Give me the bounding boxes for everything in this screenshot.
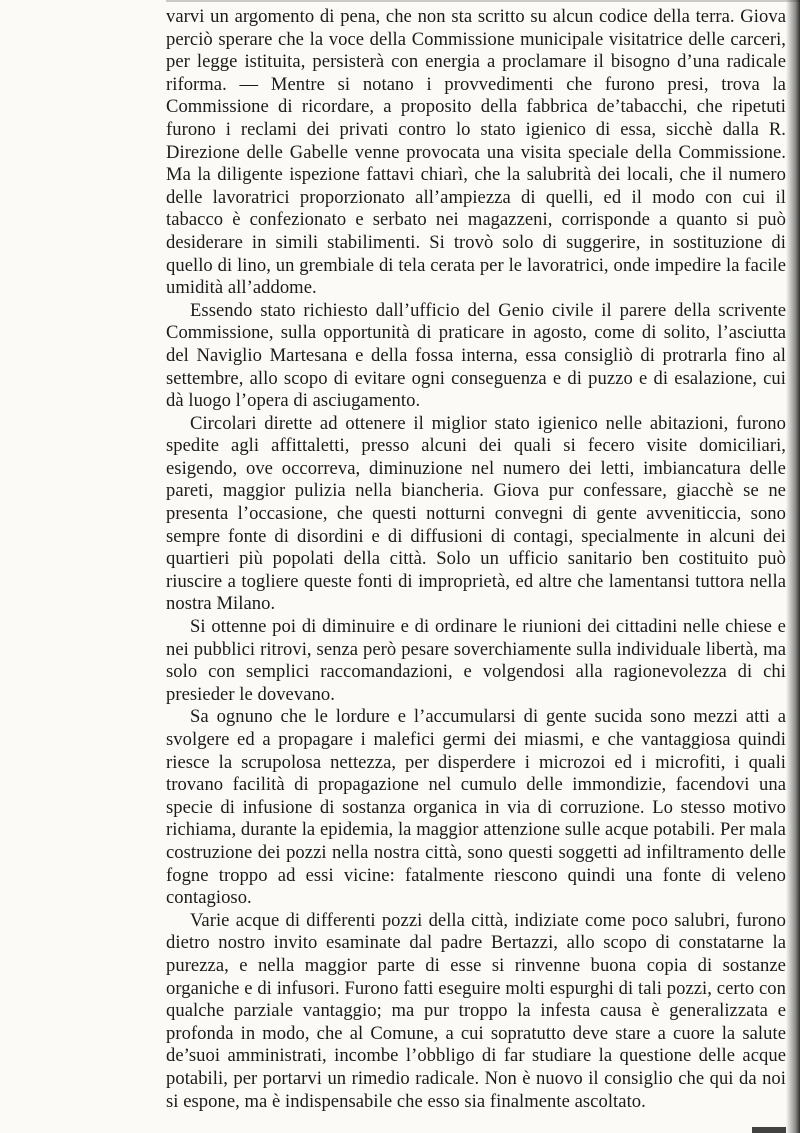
body-text	[166, 6, 786, 1113]
paragraph-4: Si ottenne poi di diminuire e di ordinare le riunioni dei cittadini nelle chiese e nei pubblici ritrovi, senza però pesare soverchiamente sulla individuale libertà, ma solo con semplici raccomandazioni, e volgendosi alla ragionevolezza di chi presieder le dovevano.	[166, 616, 786, 705]
paragraph-3: Circolari dirette ad ottenere il miglior stato igienico nelle abitazioni, furono spedite agli affittaletti, presso alcuni dei quali si fecero visite domiciliari, esigendo, ove occorreva, diminuzione nel numero dei letti, imbiancatura delle pareti, maggior pulizia nella biancheria. Giova pur confessare, giacchè se ne presenta l’occasione, che questi notturni convegni di gente avveniticcia, sono sempre fonte di disordini e di diffusioni di contagi, specialmente in alcuni dei quartieri più popolati della città. Solo un ufficio sanitario ben costituito può riuscire a togliere queste fonti di improprietà, ed altre che lamentansi tuttora nella nostra Milano.	[166, 412, 786, 615]
top-rule	[166, 0, 800, 2]
scan-corner-mark	[752, 1127, 786, 1133]
scan-edge-shadow	[786, 0, 800, 1133]
paragraph-6: Varie acque di differenti pozzi della città, indiziate come poco salubri, furono dietro nostro invito esaminate dal padre Bertazzi, allo scopo di constatarne la purezza, e nella maggior parte di esse si rinvenne buona copia di sostanze organiche e di infusori. Furono fatti eseguire molti espurghi di tali pozzi, certo con qualche parziale vantaggio; ma pur troppo la infesta causa è generalizzata e profonda in modo, che al Comune, a cui sopratutto deve stare a cuore la salute de’suoi amministrati, incombe l’obbligo di far studiare la questione delle acque potabili, per portarvi un rimedio radicale. Non è nuovo il consiglio che qui da noi si espone, ma è indispensabile che esso sia finalmente ascoltato.	[166, 909, 786, 1112]
paragraph-2: Essendo stato richiesto dall’ufficio del Genio civile il parere della scrivente Commissione, sulla opportunità di praticare in agosto, come di solito, l’asciutta del Naviglio Martesana e della fossa interna, essa consigliò di protrarla fino al settembre, allo scopo di evitare ogni conseguenza e di puzzo e di esalazione, cui dà luogo l’opera di asciugamento.	[166, 299, 786, 412]
paragraph-5: Sa ognuno che le lordure e l’accumularsi di gente sucida sono mezzi atti a svolgere ed a propagare i malefici germi dei miasmi, e che vantaggiosa quindi riesce la scrupolosa nettezza, per disperdere i microzoi ed i microfiti, i quali trovano facilità di propagazione nel cumulo delle immondizie, facendovi una specie di infusione di sostanza organica in via di corruzione. Lo stesso motivo richiama, durante la epidemia, la maggior attenzione sulle acque potabili. Per mala costruzione dei pozzi nella nostra città, sono questi soggetti ad infiltramento delle fogne troppo ad essi vicine: fatalmente riescono quindi una fonte di veleno contagioso.	[166, 706, 786, 909]
paragraph-1: varvi un argomento di pena, che non sta scritto su alcun codice della terra. Giova perciò sperare che la voce della Commissione municipale visitatrice delle carceri, per legge istituita, persisterà con energia a proclamare il bisogno d’una radicale riforma. — Mentre si notano i provvedimenti che furono presi, trova la Commissione di ricordare, a proposito della fabbrica de’tabacchi, che ripetuti furono i reclami dei privati contro lo stato igienico di essa, sicchè dalla R. Direzione delle Gabelle venne provocata una visita speciale della Commissione. Ma la diligente ispezione fattavi chiarì, che la salubrità dei locali, che il numero delle lavoratrici proporzionato all’ampiezza di quelli, ed il modo con cui il tabacco è confezionato e serbato nei magazzeni, corrisponde a quanto si può desiderare in simili stabilimenti. Si trovò solo di suggerire, in sostituzione di quello di lino, un grembiale di tela cerata per le lavoratrici, onde impedire la facile umidità all’addome.	[166, 6, 786, 299]
